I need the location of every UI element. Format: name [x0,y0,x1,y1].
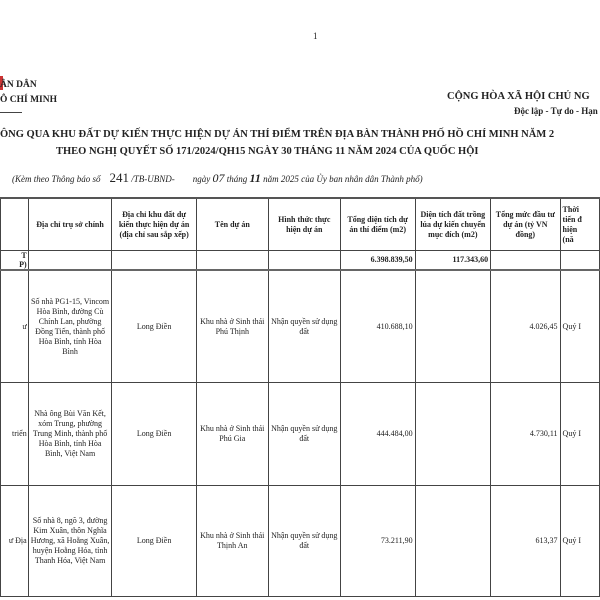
header-cell [1,198,29,251]
empty-cell [112,251,196,271]
cell-area: 73.211,90 [340,486,415,597]
cell-investment: 4.730,11 [491,383,560,486]
table-row [1,486,600,597]
cell-hq-address: Nhà ông Bùi Văn Kết, xóm Trung, phường Trung Minh, thành phố Hòa Bình, tỉnh Hòa Bình, Việt Nam [28,383,112,486]
table-header-row [1,198,600,251]
cell-rice [415,270,491,383]
cell-project-name: Khu nhà ở Sinh thái Thịnh An [196,486,268,597]
header-cell: Hình thức thực hiện dự án [268,198,340,251]
divider [0,112,22,113]
notice-number: 241 [109,170,129,185]
header-cell: Tên dự án [196,198,268,251]
cell-area: 410.688,10 [340,270,415,383]
notice-month: 11 [249,171,261,185]
total-label: T P) [1,251,29,271]
org-name-line1: ÂN DÂN [0,80,37,90]
header-cell: Tổng diện tích dự án thí điểm (m2) [340,198,415,251]
header-cell: Địa chỉ trụ sở chính [28,198,112,251]
header-cell: Tổng mức đầu tư dự án (tỷ VN đồng) [491,198,560,251]
subtitle-prefix: (Kèm theo Thông báo số [12,174,101,184]
cell-form: Nhận quyền sử dụng đất [268,486,340,597]
cell-time: Quý I [560,270,599,383]
header-cell: Thời tiến đ hiện (nă [560,198,599,251]
document-title-line1: ÔNG QUA KHU ĐẤT DỰ KIẾN THỰC HIỆN DỰ ÁN THÍ ĐIỂM TRÊN ĐỊA BÀN THÀNH PHỐ HỒ CHÍ MINH NĂM 2 [0,129,555,140]
cell-project-name: Khu nhà ở Sinh thái Phú Gia [196,383,268,486]
table-row [1,383,600,486]
cell-investment: 613,37 [491,486,560,597]
total-rice-area: 117.343,60 [415,251,491,271]
page-number: 1 [313,31,318,41]
org-name-line2: Ô CHÍ MINH [0,95,57,105]
notice-code: /TB-UBND- [131,174,175,184]
empty-cell [491,251,560,271]
cell-form: Nhận quyền sử dụng đất [268,270,340,383]
national-motto: Độc lập - Tự do - Hạn [514,106,598,116]
total-row [1,251,600,271]
cell-site: Long Điền [112,486,196,597]
empty-cell [560,251,599,271]
table-row [1,270,600,383]
cell-time: Quý I [560,383,599,486]
cell-form: Nhận quyền sử dụng đất [268,383,340,486]
cell-hq-address: Số nhà PG1-15, Vincom Hòa Bình, đường Cù Chính Lan, phường Đồng Tiến, thành phố Hòa Bình, tỉnh Hòa Bình [28,270,112,383]
document-subtitle [12,170,423,186]
cell-rice [415,383,491,486]
cell-name: ư [1,270,29,383]
cell-investment: 4.026,45 [491,270,560,383]
cell-time: Quý I [560,486,599,597]
header-cell: Địa chỉ khu đất dự kiến thực hiện dự án (địa chỉ sau sắp xếp) [112,198,196,251]
cell-site: Long Điền [112,383,196,486]
document-title-line2: THEO NGHỊ QUYẾT SỐ 171/2024/QH15 NGÀY 30 THÁNG 11 NĂM 2024 CỦA QUỐC HỘI [56,146,479,157]
header-cell: Diện tích đất trồng lúa dự kiến chuyển mục đích (m2) [415,198,491,251]
cell-site: Long Điền [112,270,196,383]
subtitle-suffix: năm 2025 của Ủy ban nhân dân Thành phố) [263,174,423,184]
notice-day: 07 [212,171,225,185]
day-prefix: ngày [192,174,211,184]
cell-area: 444.484,00 [340,383,415,486]
month-prefix: tháng [226,174,248,184]
empty-cell [268,251,340,271]
cell-hq-address: Số nhà 8, ngõ 3, đường Kim Xuân, thôn Nghĩa Hương, xã Hoằng Xuân, huyện Hoằng Hóa, tỉnh Thanh Hóa, Việt Nam [28,486,112,597]
cell-name: ư Địa [1,486,29,597]
total-area: 6.398.839,50 [340,251,415,271]
projects-table [0,197,600,597]
empty-cell [196,251,268,271]
national-title: CỘNG HÒA XÃ HỘI CHỦ NG [447,91,590,102]
cell-rice [415,486,491,597]
cell-project-name: Khu nhà ở Sinh thái Phú Thịnh [196,270,268,383]
cell-name: triển [1,383,29,486]
empty-cell [28,251,112,271]
